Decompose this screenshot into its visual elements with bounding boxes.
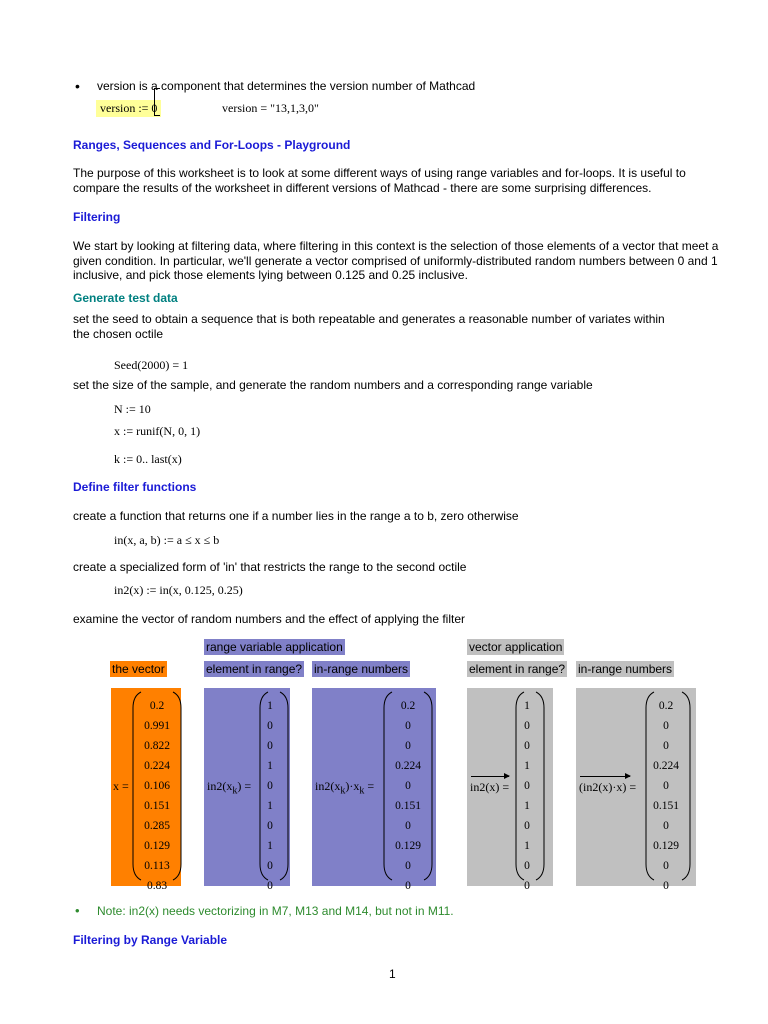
page-number: 1 (389, 967, 396, 981)
generate-text: set the seed to obtain a sequence that is both repeatable and generates a reasonable number of variates within the chosen octile (73, 312, 665, 341)
matrix-cell: 0 (405, 780, 411, 792)
matrix-cell: 0 (267, 740, 273, 752)
generate-title: Generate test data (73, 291, 178, 305)
element-in-range-header: element in range? (206, 662, 303, 676)
vector-header: vector application (469, 640, 563, 654)
filtering-title: Filtering (73, 210, 121, 224)
note-bullet: • (75, 903, 80, 918)
version-result: version = "13,1,3,0" (222, 101, 319, 115)
the-vector-header: the vector (112, 662, 165, 676)
n-definition[interactable]: N := 10 (114, 402, 151, 416)
matrix-cell: 0.151 (144, 800, 170, 812)
matrix-cell: 0.2 (658, 700, 674, 712)
matrix-cell: 0 (524, 780, 530, 792)
matrix-cell: 0.2 (149, 700, 165, 712)
matrix-cell: 0 (524, 740, 530, 752)
vec-in2-label: in2(x) = (470, 780, 510, 794)
in-range-panel[interactable] (204, 688, 290, 892)
matrix-cell: 0 (405, 740, 411, 752)
matrix-cell: 0 (663, 860, 669, 872)
matrix-cell: 0.129 (653, 840, 679, 852)
matrix-cell: 0.151 (395, 800, 421, 812)
k-subscript: k (340, 785, 346, 797)
matrix-cell: 0.224 (653, 760, 679, 772)
vector-filtered-panel[interactable] (576, 688, 696, 892)
filters-text-2: create a specialized form of 'in' that restricts the range to the second octile (73, 560, 467, 574)
matrix-cell: 1 (524, 700, 530, 712)
right-bracket (674, 690, 696, 882)
in2-label-text: in2(x (207, 779, 233, 793)
matrix-cell: 1 (267, 800, 273, 812)
matrix-cell: 0.224 (395, 760, 421, 772)
in2-label-tail: ) = (237, 779, 252, 793)
range-header: range variable application (206, 640, 343, 654)
matrix-cell: 0 (663, 780, 669, 792)
in-range-numbers-panel[interactable] (312, 688, 436, 892)
size-text: set the size of the sample, and generate the random numbers and a corresponding range variable (73, 378, 593, 392)
k-subscript: k (359, 785, 365, 797)
matrix-cell: 0 (663, 720, 669, 732)
matrix-cell: 1 (267, 840, 273, 852)
seed-expression[interactable]: Seed(2000) = 1 (114, 358, 189, 372)
in-range-numbers-header-2: in-range numbers (578, 662, 673, 676)
matrix-cell: 0 (267, 780, 273, 792)
matrix-cell: 0.106 (144, 780, 170, 792)
matrix-cell: 0 (663, 740, 669, 752)
filtering-text: We start by looking at filtering data, where filtering in this context is the selection of those elements of a vector that meet a given condition. In particular, we'll generate a vector comprised of uniformly-distributed random numbers between 0 and 1 inclusive, and pick those elements lying between 0.125 and 0.25 inclusive. (73, 239, 719, 282)
vector-panel[interactable] (111, 688, 181, 892)
version-definition[interactable]: version := 0 (96, 100, 161, 117)
in2x-label-mid: )·x (345, 779, 360, 793)
k-subscript: k (232, 785, 238, 797)
in2-xk-times-xk-label (315, 779, 374, 796)
matrix-cell: 0.83 (146, 880, 168, 892)
matrix-cell: 0 (663, 880, 669, 892)
in2x-label-text: in2(x (315, 779, 341, 793)
right-bracket (272, 690, 294, 882)
vectorize-arrow (471, 776, 509, 777)
matrix-cell: 1 (267, 760, 273, 772)
matrix-cell: 0 (405, 720, 411, 732)
in2x-label-tail: = (364, 779, 375, 793)
section-title: Ranges, Sequences and For-Loops - Playground (73, 138, 351, 152)
x-definition[interactable]: x := runif(N, 0, 1) (114, 424, 201, 438)
filters-text-3: examine the vector of random numbers and the effect of applying the filter (73, 612, 466, 626)
purpose-text: The purpose of this worksheet is to look at some different ways of using range variables and for-loops. It is useful to compare the results of the worksheet in different versions of Mathcad - there are some surprising differences. (73, 166, 686, 195)
filters-text-1: create a function that returns one if a number lies in the range a to b, zero otherwise (73, 509, 519, 523)
element-in-range-header-2: element in range? (469, 662, 566, 676)
matrix-cell: 0 (524, 820, 530, 832)
matrix-cell: 0 (663, 820, 669, 832)
matrix-cell: 1 (524, 840, 530, 852)
matrix-cell: 0 (267, 860, 273, 872)
in2-xk-label (207, 779, 251, 796)
matrix-cell: 0.991 (144, 720, 170, 732)
matrix-cell: 0.113 (144, 860, 170, 872)
in-definition[interactable]: in(x, a, b) := a ≤ x ≤ b (114, 533, 220, 547)
matrix-cell: 0.129 (395, 840, 421, 852)
x-matrix-label: x = (113, 779, 129, 793)
matrix-cell: 0 (524, 860, 530, 872)
matrix-cell: 0 (524, 880, 530, 892)
matrix-cell: 1 (267, 700, 273, 712)
in-range-numbers-header: in-range numbers (314, 662, 409, 676)
right-bracket (528, 690, 550, 882)
filters-title: Define filter functions (73, 480, 197, 494)
bullet-dot: • (75, 78, 80, 94)
matrix-cell: 0 (267, 820, 273, 832)
note-text: Note: in2(x) needs vectorizing in M7, M13 and M14, but not in M11. (97, 904, 454, 918)
vector-in-range-panel[interactable] (467, 688, 553, 892)
k-definition[interactable]: k := 0.. last(x) (114, 452, 182, 466)
matrix-cell: 0 (405, 860, 411, 872)
in2-definition[interactable]: in2(x) := in(x, 0.125, 0.25) (114, 583, 243, 597)
matrix-cell: 0.2 (400, 700, 416, 712)
right-bracket (165, 690, 187, 882)
matrix-cell: 0.285 (144, 820, 170, 832)
matrix-cell: 0.151 (653, 800, 679, 812)
vectorize-arrow (580, 776, 630, 777)
matrix-cell: 0 (405, 880, 411, 892)
text-cursor (154, 88, 160, 116)
right-bracket (416, 690, 438, 882)
matrix-cell: 0.224 (144, 760, 170, 772)
matrix-cell: 0 (524, 720, 530, 732)
matrix-cell: 1 (524, 800, 530, 812)
vec-in2x-label: (in2(x)·x) = (579, 780, 637, 794)
next-section-title: Filtering by Range Variable (73, 933, 228, 947)
matrix-cell: 0 (267, 720, 273, 732)
matrix-cell: 0.129 (144, 840, 170, 852)
matrix-cell: 0.822 (144, 740, 170, 752)
matrix-cell: 0 (267, 880, 273, 892)
matrix-cell: 0 (405, 820, 411, 832)
intro-bullet-text: version is a component that determines the version number of Mathcad (97, 79, 476, 93)
matrix-cell: 1 (524, 760, 530, 772)
